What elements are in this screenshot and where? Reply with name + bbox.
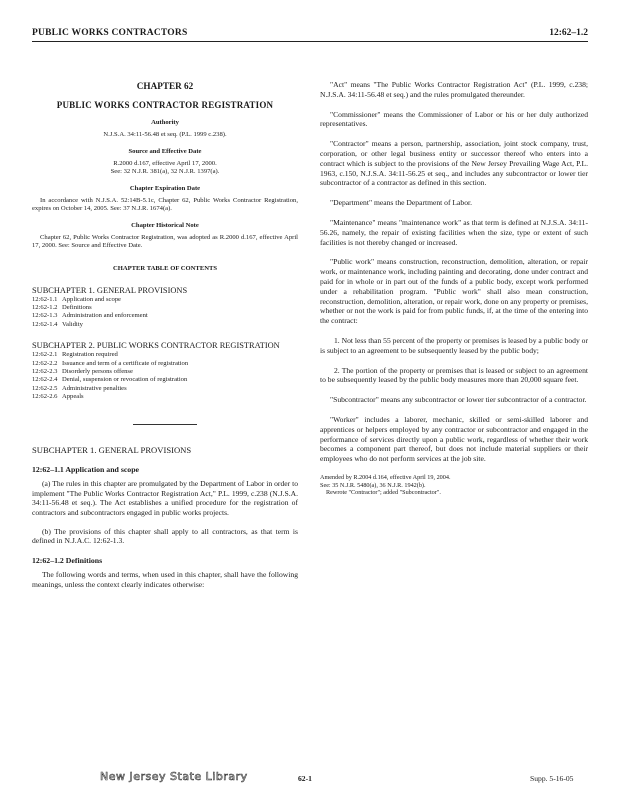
- toc-item-number: 12:62-2.4: [32, 376, 58, 384]
- toc-item: [32, 360, 298, 368]
- source-line-1: R.2000 d.167, effective April 17, 2000.: [113, 159, 217, 167]
- toc-item-number: 12:62-2.6: [32, 393, 58, 401]
- toc-item-number: 12:62-1.1: [32, 295, 58, 303]
- toc-item: [32, 312, 298, 320]
- toc-item-title: Appeals: [62, 393, 84, 401]
- toc-item-title: Definitions: [62, 303, 92, 311]
- source-label: Source and Effective Date: [128, 147, 202, 155]
- page-number: 62-1: [298, 774, 312, 783]
- section-1-1-a: (a) The rules in this chapter are promulgated by the Department of Labor in order to implement "The Public Works Contractor Registration Act," P.L. 1999, c.238 (N.J.S.A. 34:11-56.48 et seq.). The Act establishes a unified procedure for the registration of contractors and subcontractors engaged in public works projects.: [32, 479, 298, 518]
- authority-text: N.J.S.A. 34:11-56.48 et seq. (P.L. 1999 c.238).: [103, 130, 227, 138]
- section-1-2-intro: The following words and terms, when used in this chapter, shall have the following meanings, unless the context clearly indicates otherwise:: [32, 570, 298, 589]
- amendment-note: [320, 474, 588, 497]
- toc-item-title: Issuance and term of a certificate of registration: [62, 359, 189, 367]
- definition-paragraph: "Maintenance" means "maintenance work" as that term is defined at N.J.S.A. 34:11-56.26, namely, the repair of existing facilities when the size, type or extent of such facilities is not thereby changed or increased.: [320, 217, 588, 247]
- definition-paragraph: "Department" means the Department of Labor.: [330, 198, 472, 208]
- toc-item-title: Registration required: [62, 351, 118, 359]
- toc-item: [32, 296, 298, 304]
- toc-list-2: [32, 351, 298, 401]
- toc-subchapter-2: SUBCHAPTER 2. PUBLIC WORKS CONTRACTOR REGISTRATION: [32, 341, 280, 351]
- chapter-number: CHAPTER 62: [136, 81, 194, 91]
- definition-paragraph: "Subcontractor" means any subcontractor or lower tier subcontractor of a contractor.: [330, 395, 587, 405]
- history-label: Chapter Historical Note: [131, 221, 199, 229]
- section-1-2-heading: 12:62–1.2 Definitions: [32, 555, 103, 565]
- expiration-text: In accordance with N.J.S.A. 52:14B-5.1c, Chapter 62, Public Works Contractor Registration, expires on October 14, 2005. See: 37 N.J.R. 1674(a).: [32, 196, 298, 212]
- toc-item-title: Administration and enforcement: [62, 312, 148, 320]
- expiration-label: Chapter Expiration Date: [129, 184, 201, 192]
- toc-item: [32, 321, 298, 329]
- chapter-title: PUBLIC WORKS CONTRACTOR REGISTRATION: [56, 99, 274, 110]
- toc-item-number: 12:62-2.5: [32, 384, 58, 392]
- toc-item-title: Application and scope: [62, 295, 121, 303]
- supplement-date: Supp. 5-16-05: [530, 774, 574, 783]
- toc-item: [32, 385, 298, 393]
- toc-item: [32, 304, 298, 312]
- authority-label: Authority: [151, 119, 179, 127]
- library-watermark: New Jersey State Library: [100, 770, 248, 783]
- toc-label: CHAPTER TABLE OF CONTENTS: [112, 264, 218, 272]
- toc-item-number: 12:62-2.3: [32, 368, 58, 376]
- amendment-line-3: Rewrote "Contractor"; added "Subcontractor".: [326, 489, 441, 497]
- toc-item-title: Disorderly persons offense: [62, 368, 133, 376]
- toc-item-number: 12:62-2.2: [32, 359, 58, 367]
- toc-item: [32, 368, 298, 376]
- right-column: [320, 76, 588, 497]
- subchapter-1-heading: SUBCHAPTER 1. GENERAL PROVISIONS: [32, 444, 192, 455]
- left-column: [32, 76, 298, 590]
- definition-paragraph: "Commissioner" means the Commissioner of Labor or his or her duly authorized representatives.: [320, 109, 588, 129]
- section-divider: [133, 424, 197, 425]
- amendment-line-2: See: 35 N.J.R. 5480(a), 36 N.J.R. 1942(b).: [320, 481, 426, 489]
- toc-item: [32, 351, 298, 359]
- toc-item-title: Validity: [62, 320, 83, 328]
- toc-item: [32, 393, 298, 401]
- toc-item-number: 12:62-1.3: [32, 312, 58, 320]
- toc-item-number: 12:62-1.2: [32, 303, 58, 311]
- toc-item-number: 12:62-2.1: [32, 351, 58, 359]
- toc-item-title: Denial, suspension or revocation of registration: [62, 376, 188, 384]
- section-1-1-b: (b) The provisions of this chapter shall apply to all contractors, as that term is defined in N.J.A.C. 12:62-1.3.: [32, 526, 298, 546]
- toc-item-number: 12:62-1.4: [32, 320, 58, 328]
- toc-item-title: Administrative penalties: [62, 384, 127, 392]
- toc-subchapter-1: SUBCHAPTER 1. GENERAL PROVISIONS: [32, 285, 188, 295]
- definition-paragraph: 2. The portion of the property or premises that is leased or subject to an agreement to be subsequently leased by the public body measures more than 20,000 square feet.: [320, 365, 588, 385]
- definition-paragraph: "Worker" includes a laborer, mechanic, skilled or semi-skilled laborer and apprentices or helpers employed by any contractor or subcontractor and engaged in the performance of services directly upon a public work, regardless of whether their work becomes a component part thereof, but does not include material suppliers or their employees who do not perform services at the job site.: [320, 414, 588, 464]
- definition-paragraph: "Act" means "The Public Works Contractor Registration Act" (P.L. 1999, c.238; N.J.S.A. 34:11-56.48 et seq.) and the rules promulgated thereunder.: [320, 80, 588, 99]
- definition-paragraph: "Public work" means construction, reconstruction, demolition, alteration, or repair work, or maintenance work, including painting and decorating, done under contract and paid for in whole or in part out of the funds of a public body, except work performed under a rehabilitation program. "Public work" shall also mean construction, reconstruction, demolition, alteration, or repair work, done on any property or premises, whether or not the work is paid for from public funds, if, at the time of the entering into the contract:: [320, 257, 588, 326]
- running-header: [32, 27, 588, 42]
- amendment-line-1: Amended by R.2004 d.164, effective April 19, 2004.: [320, 473, 451, 481]
- definition-paragraph: "Contractor" means a person, partnership, association, joint stock company, trust, corporation, or other legal business entity or successor thereof who enters into a contract which is subject to the provisions of the New Jersey Prevailing Wage Act, P.L. 1963, c.150, N.J.S.A. 34:11-56.25 et seq., and includes any subcontractor or lower tier subcontractor of a contractor as defined in this section.: [320, 139, 588, 188]
- definitions-list: [320, 80, 588, 464]
- history-text: Chapter 62, Public Works Contractor Registration, was adopted as R.2000 d.167, effective April 17, 2000. See: Source and Effective Date.: [32, 233, 298, 249]
- toc-item: [32, 376, 298, 384]
- header-title: PUBLIC WORKS CONTRACTORS: [32, 28, 188, 38]
- toc-list-1: [32, 296, 298, 330]
- source-line-2: See: 32 N.J.R. 381(a), 32 N.J.R. 1397(a).: [110, 167, 220, 175]
- section-1-1-heading: 12:62–1.1 Application and scope: [32, 464, 140, 474]
- definition-paragraph: 1. Not less than 55 percent of the property or premises is leased by a public body or is subject to an agreement to be subsequently leased by the public body;: [320, 335, 588, 355]
- header-section: 12:62–1.2: [549, 28, 588, 38]
